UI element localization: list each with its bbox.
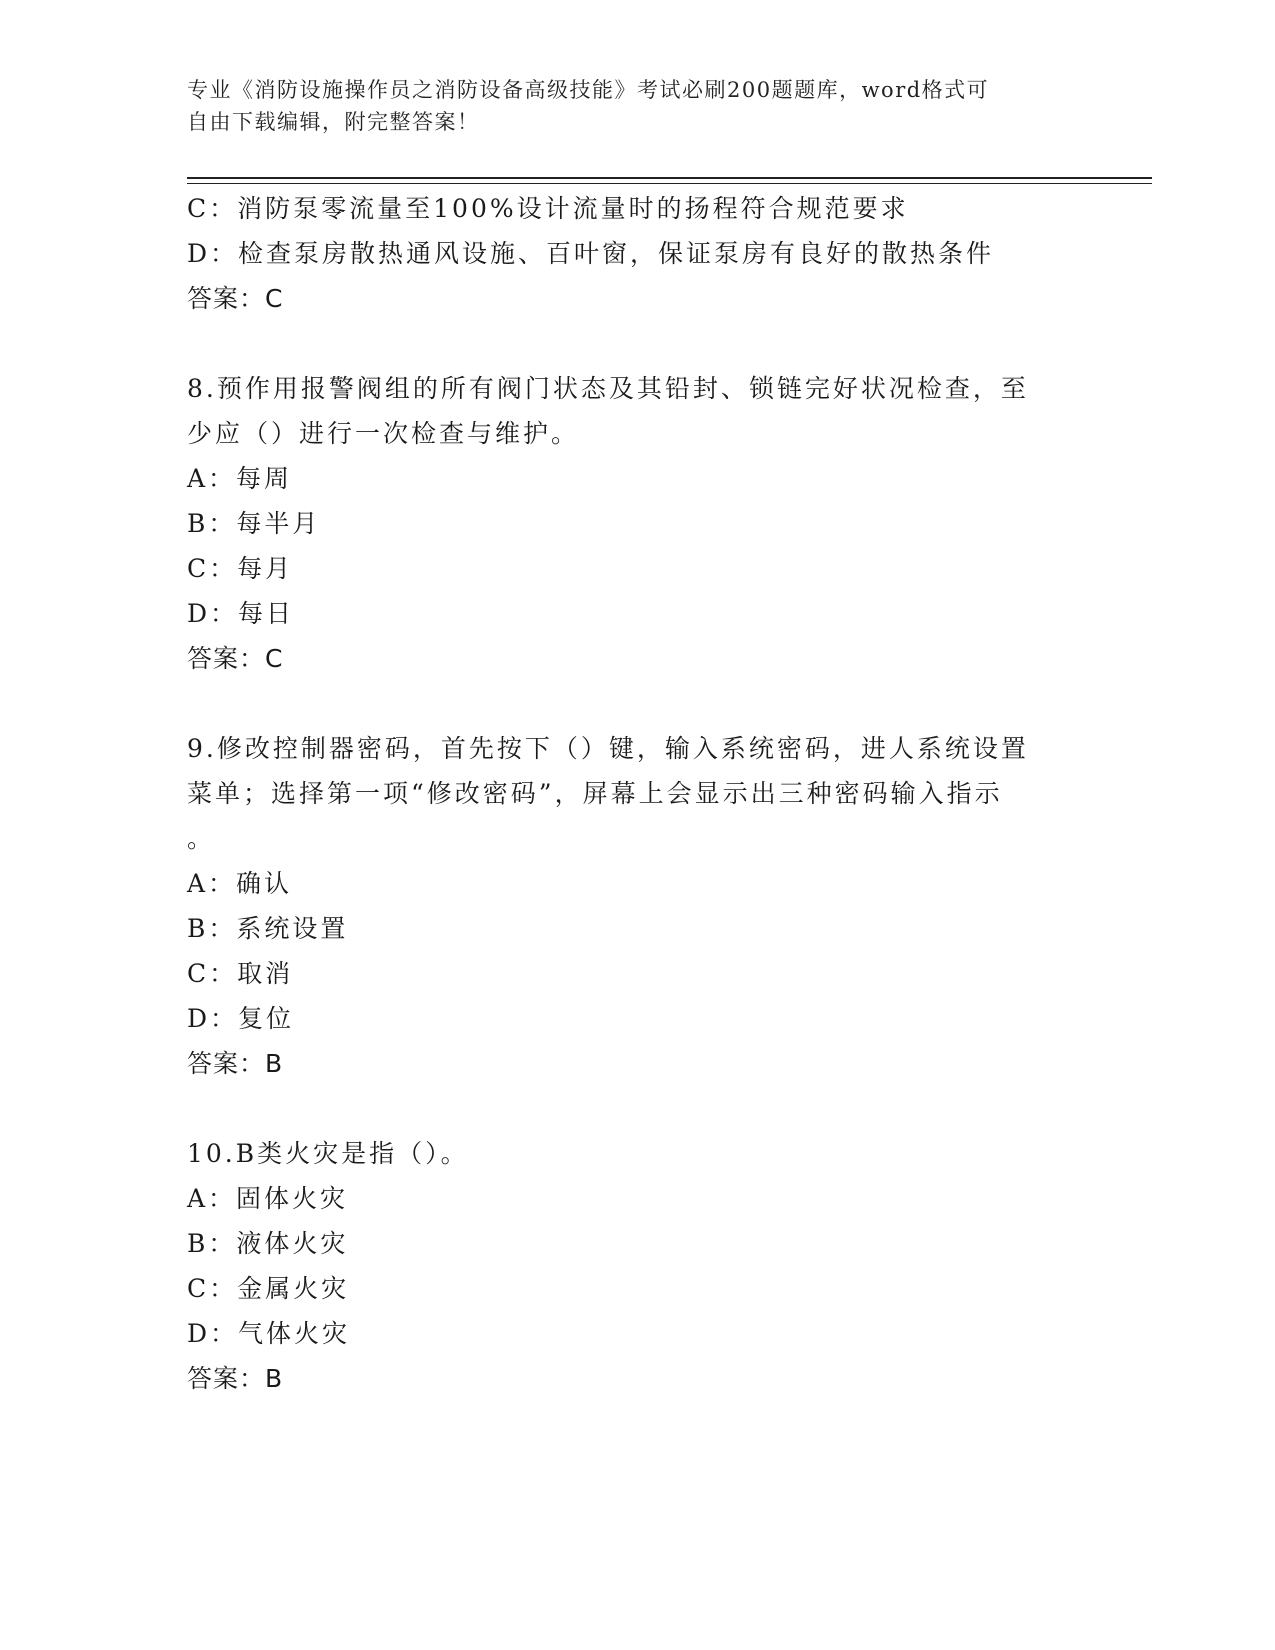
q10-option-a: A：固体火灾: [187, 1184, 349, 1213]
q9-stem-line-1: 9.修改控制器密码，首先按下（）键，输入系统密码，进人系统设置: [187, 734, 1029, 763]
header-line-2: 自由下载编辑，附完整答案！: [187, 110, 480, 134]
header-line-1: 专业《消防设施操作员之消防设备高级技能》考试必刷200题题库，word格式可: [187, 78, 990, 102]
q9-option-a: A：确认: [187, 869, 293, 898]
q9-stem-line-2: 菜单；选择第一项“修改密码”，屏幕上会显示出三种密码输入指示: [187, 779, 1003, 808]
q7-option-c: C：消防泵零流量至100%设计流量时的扬程符合规范要求: [187, 194, 909, 223]
q9-option-d: D：复位: [187, 1004, 295, 1033]
q10-option-c: C：金属火灾: [187, 1274, 350, 1303]
header-divider-thin: [187, 183, 1152, 184]
q8-option-a: A：每周: [187, 464, 293, 493]
q8-stem-line-2: 少应（）进行一次检查与维护。: [187, 419, 580, 448]
q7-option-d: D：检查泵房散热通风设施、百叶窗，保证泵房有良好的散热条件: [187, 239, 995, 268]
header-divider-thick: [187, 177, 1152, 179]
q8-option-c: C：每月: [187, 554, 294, 583]
q9-answer: 答案：B: [187, 1049, 284, 1078]
q10-stem-line-1: 10.B类火灾是指（）。: [187, 1139, 469, 1168]
q7-answer: 答案：C: [187, 284, 284, 313]
q8-option-d: D：每日: [187, 599, 295, 628]
q9-stem-line-3: 。: [187, 824, 216, 853]
q8-answer: 答案：C: [187, 644, 284, 673]
q9-option-c: C：取消: [187, 959, 294, 988]
q10-option-b: B：液体火灾: [187, 1229, 349, 1258]
q9-option-b: B：系统设置: [187, 914, 349, 943]
document-header: [187, 74, 1067, 138]
q8-option-b: B：每半月: [187, 509, 321, 538]
q10-option-d: D：气体火灾: [187, 1319, 351, 1348]
q8-stem-line-1: 8.预作用报警阀组的所有阀门状态及其铅封、锁链完好状况检查，至: [187, 374, 1029, 403]
q10-answer: 答案：B: [187, 1364, 284, 1393]
